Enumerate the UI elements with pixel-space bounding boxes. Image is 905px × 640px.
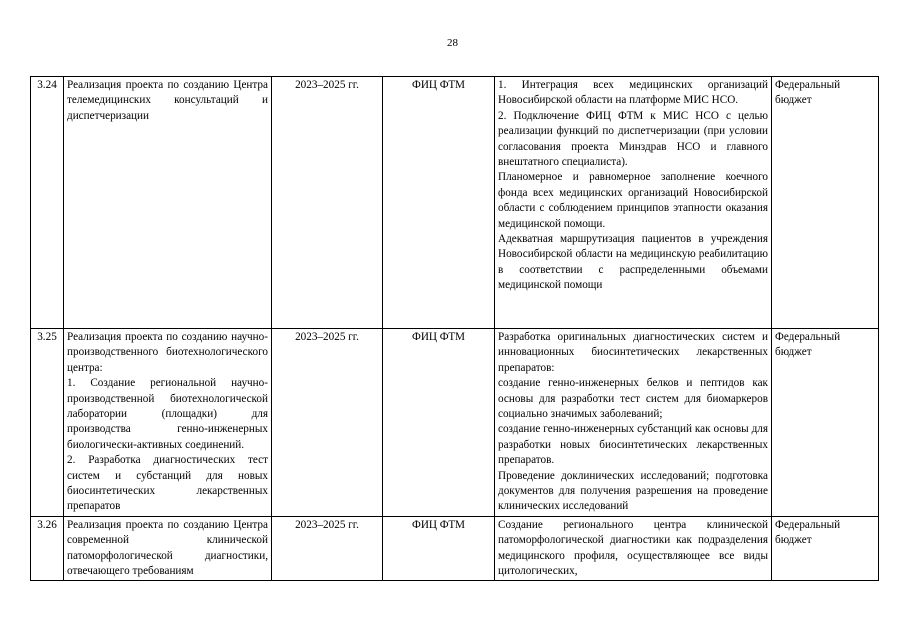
executor: ФИЦ ФТМ <box>383 517 495 581</box>
event-name-text: 1. Создание региональной научно-производственной биотехнологической лаборатории (площадки) для производства генно-инженерных биологически-активных соединений. <box>67 377 268 451</box>
result-paragraph: Создание регионального центра клинической патоморфологической диагностики как подразделения медицинского профиля, осуществляющее все виды цитологических, <box>498 519 768 578</box>
funding-source: Федеральный бюджет <box>772 517 879 581</box>
table-row <box>31 517 879 581</box>
result-paragraph: 1. Интеграция всех медицинских организаций Новосибирской области на платформе МИС НСО. <box>498 79 768 107</box>
executor: ФИЦ ФТМ <box>383 329 495 517</box>
event-name <box>64 77 272 329</box>
event-name-text: Реализация проекта по созданию научно-производственного биотехнологического центра: <box>67 331 268 374</box>
result-paragraph: 2. Подключение ФИЦ ФТМ к МИС НСО с целью реализации функций по диспетчеризации (при условии согласования проекта Минздрав НСО и главного внештатного специалиста). <box>498 109 768 169</box>
result-paragraph: создание генно-инженерных субстанций как основы для разработки новых биосинтетических лекарственных препаратов. <box>498 423 768 467</box>
event-name-text: Реализация проекта по созданию Центра телемедицинских консультаций и диспетчеризации <box>67 79 268 122</box>
expected-result <box>495 329 772 517</box>
event-name <box>64 329 272 517</box>
table-row <box>31 329 879 517</box>
result-paragraph: Разработка оригинальных диагностических систем и инновационных биосинтетических лекарственных препаратов: <box>498 331 768 374</box>
expected-result <box>495 517 772 581</box>
row-number: 3.25 <box>31 329 64 517</box>
result-paragraph: Адекватная маршрутизация пациентов в учреждения Новосибирской области на медицинскую реабилитацию в соответствии с распределенными объемами медицинской помощи <box>498 233 768 292</box>
result-paragraph: Планомерное и равномерное заполнение коечного фонда всех медицинских организаций Новосибирской области с соблюдением принципов этапности оказания медицинской помощи. <box>498 171 768 230</box>
plan-table <box>30 76 879 581</box>
funding-source: Федеральный бюджет <box>772 329 879 517</box>
event-name-text: Реализация проекта по созданию Центра современной клинической патоморфологической диагностики, отвечающего требованиям <box>67 519 268 578</box>
table-row <box>31 77 879 329</box>
period: 2023–2025 гг. <box>272 517 383 581</box>
row-number: 3.24 <box>31 77 64 329</box>
funding-source: Федеральный бюджет <box>772 77 879 329</box>
period: 2023–2025 гг. <box>272 77 383 329</box>
event-name <box>64 517 272 581</box>
event-name-text: 2. Разработка диагностических тест систем и субстанций для новых биосинтетических лекарственных препаратов <box>67 454 268 513</box>
page-number: 28 <box>447 37 458 49</box>
period: 2023–2025 гг. <box>272 329 383 517</box>
executor: ФИЦ ФТМ <box>383 77 495 329</box>
row-number: 3.26 <box>31 517 64 581</box>
expected-result <box>495 77 772 329</box>
result-paragraph: создание генно-инженерных белков и пептидов как основы для разработки тест систем для биомаркеров социально значимых заболеваний; <box>498 377 768 421</box>
result-paragraph: Проведение доклинических исследований; подготовка документов для получения разрешения на проведение клинических исследований <box>498 469 768 513</box>
